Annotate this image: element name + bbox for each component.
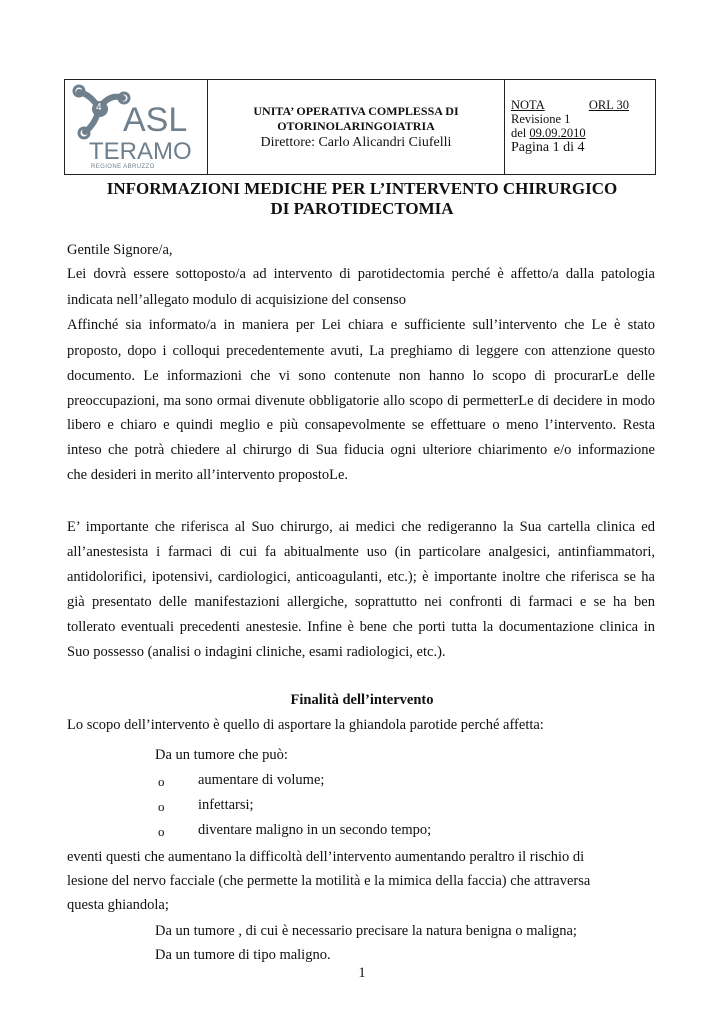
title-line-1: INFORMAZIONI MEDICHE PER L’INTERVENTO CHIRURGICO	[106, 179, 618, 198]
sub-bullet-1: aumentare di volume;	[198, 772, 325, 788]
p2-line-5: libero e chiaro e quindi meglio e più consapevolmente se effettuare o meno l’intervento. Resta	[67, 417, 655, 433]
date: 09.09.2010	[529, 126, 586, 140]
section-intro: Lo scopo dell’intervento è quello di asportare la ghiandola parotide perché affetta:	[67, 717, 544, 733]
sub-bullet-marker: o	[158, 799, 165, 814]
p2-line-7: che desideri in merito all’intervento propostoLe.	[67, 467, 349, 483]
p3-line-6: Suo possesso (analisi o indagini cliniche, esami radiologici, etc.).	[67, 644, 446, 660]
doc-info-cell	[505, 80, 655, 174]
p3-line-4: già presentato delle manifestazioni allergiche, soprattutto nei confronti di farmaci e se ha ben	[67, 594, 655, 610]
greeting: Gentile Signore/a,	[67, 242, 173, 258]
sub-bullet-3: diventare maligno in un secondo tempo;	[198, 822, 432, 838]
bullet-3: Da un tumore di tipo maligno.	[155, 947, 331, 963]
p2-line-2: proposto, dopo i colloqui precedentemente avuti, La preghiamo di leggere con attenzione questo	[67, 343, 655, 359]
sub-bullet-marker: o	[158, 824, 165, 839]
section-heading: Finalità dell’intervento	[290, 692, 434, 708]
sub-bullet-marker: o	[158, 774, 165, 789]
p3-line-3: antidolorifici, ipotensivi, cardiologici, anticoagulanti, etc.); è importante inoltre che riferisca se ha	[67, 569, 655, 585]
doc-type: NOTA	[511, 98, 545, 112]
logo-acronym: ASL	[123, 101, 188, 139]
revision: Revisione 1	[511, 112, 571, 126]
date-row	[511, 126, 655, 140]
unit-cell	[208, 80, 505, 174]
bullet-1: Da un tumore che può:	[155, 747, 288, 763]
page-indicator: Pagina 1 di 4	[511, 140, 585, 155]
p2-line-1: Affinché sia informato/a in maniera per Lei chiara e sufficiente sull’intervento che Le è stato	[67, 317, 655, 333]
logo-region: REGIONE ABRUZZO	[91, 164, 155, 170]
p2-line-4: preoccupazioni, ma sono ormai divenute obbligatorie allo scopo di permetterLe di decidere in modo	[67, 393, 655, 409]
doc-code-row	[511, 98, 629, 112]
p2-line-3: documento. Le informazioni che vi sono contenute non hanno lo scopo di procurarLe delle	[67, 368, 655, 384]
after-bullets-line-1: eventi questi che aumentano la difficoltà dell’intervento aumentando peraltro il rischio di	[67, 849, 585, 865]
p1-line-2: indicata nell’allegato modulo di acquisizione del consenso	[67, 292, 407, 308]
doc-code: ORL 30	[588, 98, 629, 112]
p2-line-6: inteso che potrà chiedere al chirurgo di Sua fiducia ogni ulteriore chiarimento e/o informazione	[67, 442, 655, 458]
unit-line-1: UNITA’ OPERATIVA COMPLESSA DI	[253, 103, 459, 118]
logo-cell	[65, 80, 208, 174]
title-line-2: DI PAROTIDECTOMIA	[270, 199, 454, 218]
date-prefix: del	[511, 126, 530, 140]
after-bullets-line-2: lesione del nervo facciale (che permette la motilità e la mimica della faccia) che attraversa	[67, 873, 591, 889]
logo-city: TERAMO	[89, 138, 192, 165]
p3-line-1: E’ importante che riferisca al Suo chirurgo, ai medici che redigeranno la Sua cartella clinica ed	[67, 519, 655, 535]
p3-line-5: tollerato eventuali precedenti anestesie. Infine è bene che porti tutta la documentazione clinica in	[67, 619, 655, 635]
page-number: 1	[358, 965, 366, 981]
after-bullets-line-3: questa ghiandola;	[67, 897, 169, 913]
p3-line-2: all’anestesista i farmaci di cui fa abitualmente uso (in particolare analgesici, antinfiammatori,	[67, 544, 655, 560]
header-table	[64, 79, 656, 175]
logo-number: 4	[96, 102, 102, 113]
director: Direttore: Carlo Alicandri Ciufelli	[260, 134, 452, 150]
bullet-2: Da un tumore , di cui è necessario precisare la natura benigna o maligna;	[155, 923, 577, 939]
sub-bullet-2: infettarsi;	[198, 797, 254, 813]
p1-line-1: Lei dovrà essere sottoposto/a ad intervento di parotidectomia perché è affetto/a dalla patologia	[67, 266, 655, 282]
unit-line-2: OTORINOLARINGOIATRIA	[277, 118, 435, 133]
